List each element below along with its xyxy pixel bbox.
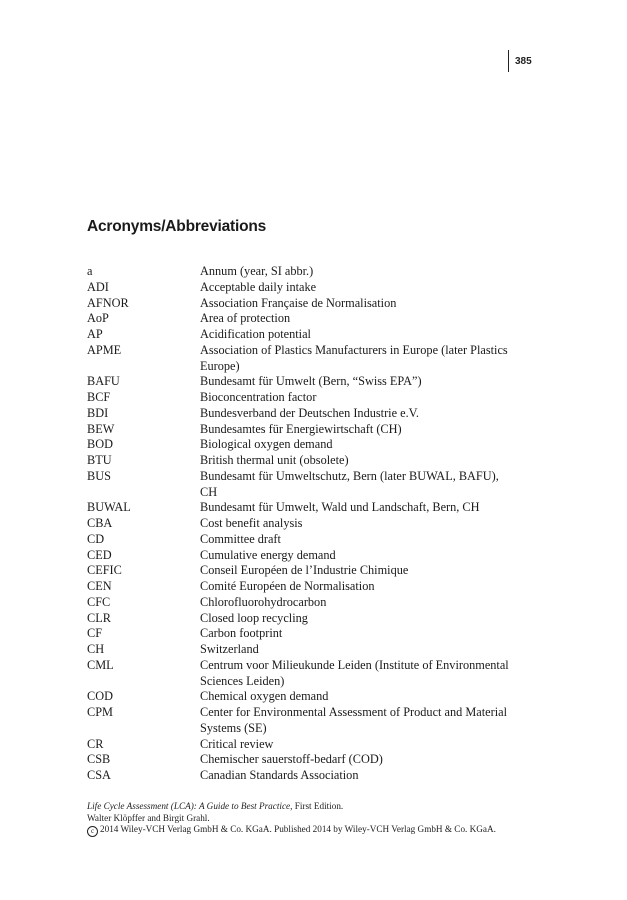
acronym-entry <box>87 595 517 611</box>
acronym-definition: Association Française de Normalisation <box>200 295 397 310</box>
acronym-term: CLR <box>87 610 111 625</box>
footer-copyright <box>87 824 496 837</box>
acronym-entry <box>87 626 517 642</box>
acronym-entry <box>87 311 517 327</box>
acronym-definition: Chlorofluorohydrocarbon <box>200 594 327 609</box>
acronym-entry <box>87 752 517 768</box>
acronym-entry <box>87 642 517 658</box>
acronym-definition: Conseil Européen de l’Industrie Chimique <box>200 563 409 578</box>
copyright-icon: c <box>87 826 98 837</box>
acronym-entry <box>87 548 517 564</box>
acronym-entry <box>87 611 517 627</box>
acronym-term: BUWAL <box>87 500 131 515</box>
acronym-term: CSA <box>87 768 111 782</box>
acronym-term: BDI <box>87 405 109 420</box>
acronym-entry <box>87 737 517 753</box>
acronym-definition: Cumulative energy demand <box>200 547 336 562</box>
acronym-definition: Switzerland <box>200 642 259 656</box>
acronym-entry <box>87 532 517 548</box>
acronym-definition: Biological oxygen demand <box>200 437 333 452</box>
acronym-entry <box>87 264 517 280</box>
acronym-term: CBA <box>87 516 113 530</box>
chapter-title: Acronyms/Abbreviations <box>87 218 267 235</box>
acronym-term: APME <box>87 342 122 357</box>
acronym-definition: Closed loop recycling <box>200 610 308 625</box>
acronym-entry <box>87 500 517 516</box>
acronym-entry <box>87 768 517 784</box>
acronym-entry <box>87 390 517 406</box>
acronym-definition: Cost benefit analysis <box>200 516 303 530</box>
acronym-definition: Center for Environmental Assessment of Product and Material Systems (SE) <box>200 705 508 735</box>
acronym-entry <box>87 469 517 501</box>
acronym-definition: British thermal unit (obsolete) <box>200 453 349 467</box>
acronym-entry <box>87 705 517 737</box>
acronym-definition: Annum (year, SI abbr.) <box>200 264 314 278</box>
acronym-entry <box>87 658 517 690</box>
footer-citation <box>87 801 496 813</box>
acronym-entry <box>87 422 517 438</box>
acronym-term: BEW <box>87 421 115 436</box>
acronym-term: BCF <box>87 390 111 404</box>
acronym-term: AoP <box>87 311 109 326</box>
acronym-definition: Bundesamt für Umwelt, Wald und Landschaft, Bern, CH <box>200 500 480 515</box>
acronym-definition: Canadian Standards Association <box>200 768 359 782</box>
footer <box>87 801 496 837</box>
book-title: Life Cycle Assessment (LCA): A Guide to Best Practice <box>87 801 291 811</box>
acronym-term: CED <box>87 547 112 562</box>
edition: , First Edition. <box>290 801 344 811</box>
acronym-definition: Comité Européen de Normalisation <box>200 579 375 593</box>
acronym-entry <box>87 579 517 595</box>
acronym-entry <box>87 374 517 390</box>
acronym-entry <box>87 296 517 312</box>
acronym-term: a <box>87 264 93 278</box>
acronym-entry <box>87 343 517 375</box>
acronym-entry <box>87 327 517 343</box>
acronym-definition: Acidification potential <box>200 327 311 341</box>
acronym-definition: Bundesamt für Umwelt (Bern, “Swiss EPA”) <box>200 374 422 389</box>
page-number-rule <box>508 50 532 72</box>
footer-authors: Walter Klöpffer and Birgit Grahl. <box>87 812 210 823</box>
acronym-term: CD <box>87 531 105 546</box>
acronym-term: ADI <box>87 279 109 294</box>
acronym-term: AP <box>87 327 103 341</box>
acronym-definition: Bundesamt für Umweltschutz, Bern (later BUWAL, BAFU), CH <box>200 468 499 499</box>
acronym-term: CEFIC <box>87 563 122 578</box>
acronym-entry <box>87 437 517 453</box>
acronym-entry <box>87 516 517 532</box>
acronym-definition: Bioconcentration factor <box>200 390 317 404</box>
acronym-definition: Carbon footprint <box>200 626 283 641</box>
acronym-term: CPM <box>87 705 113 719</box>
acronym-definition: Chemical oxygen demand <box>200 689 329 704</box>
acronym-term: CSB <box>87 752 111 767</box>
acronym-term: CEN <box>87 579 112 593</box>
acronym-definition: Area of protection <box>200 311 291 326</box>
page-number: 385 <box>515 55 532 67</box>
acronym-term: CH <box>87 642 105 656</box>
acronym-definition: Association of Plastics Manufacturers in Europe (later Plastics Europe) <box>200 342 508 373</box>
acronym-term: CFC <box>87 594 111 609</box>
acronym-entry <box>87 689 517 705</box>
acronym-term: BTU <box>87 453 112 467</box>
acronym-definition: Acceptable daily intake <box>200 279 317 294</box>
acronym-term: BUS <box>87 468 111 483</box>
acronym-term: CF <box>87 626 103 641</box>
acronym-definition: Chemischer sauerstoff-bedarf (COD) <box>200 752 383 767</box>
acronym-definition: Committee draft <box>200 531 281 546</box>
acronym-list <box>87 264 517 784</box>
acronym-entry <box>87 280 517 296</box>
acronym-definition: Centrum voor Milieukunde Leiden (Institute of Environmental Sciences Leiden) <box>200 657 509 688</box>
acronym-term: COD <box>87 689 113 704</box>
acronym-entry <box>87 563 517 579</box>
copyright-text: 2014 Wiley-VCH Verlag GmbH & Co. KGaA. Published 2014 by Wiley-VCH Verlag GmbH & Co. KGaA. <box>100 824 496 835</box>
acronym-definition: Bundesamtes für Energiewirtschaft (CH) <box>200 421 402 436</box>
acronym-term: CR <box>87 736 104 751</box>
acronym-definition: Bundesverband der Deutschen Industrie e.V. <box>200 405 420 420</box>
acronym-term: CML <box>87 657 114 672</box>
acronym-term: BOD <box>87 437 113 452</box>
acronym-term: BAFU <box>87 374 120 389</box>
acronym-entry <box>87 453 517 469</box>
acronym-definition: Critical review <box>200 736 274 751</box>
acronym-term: AFNOR <box>87 295 129 310</box>
acronym-entry <box>87 406 517 422</box>
